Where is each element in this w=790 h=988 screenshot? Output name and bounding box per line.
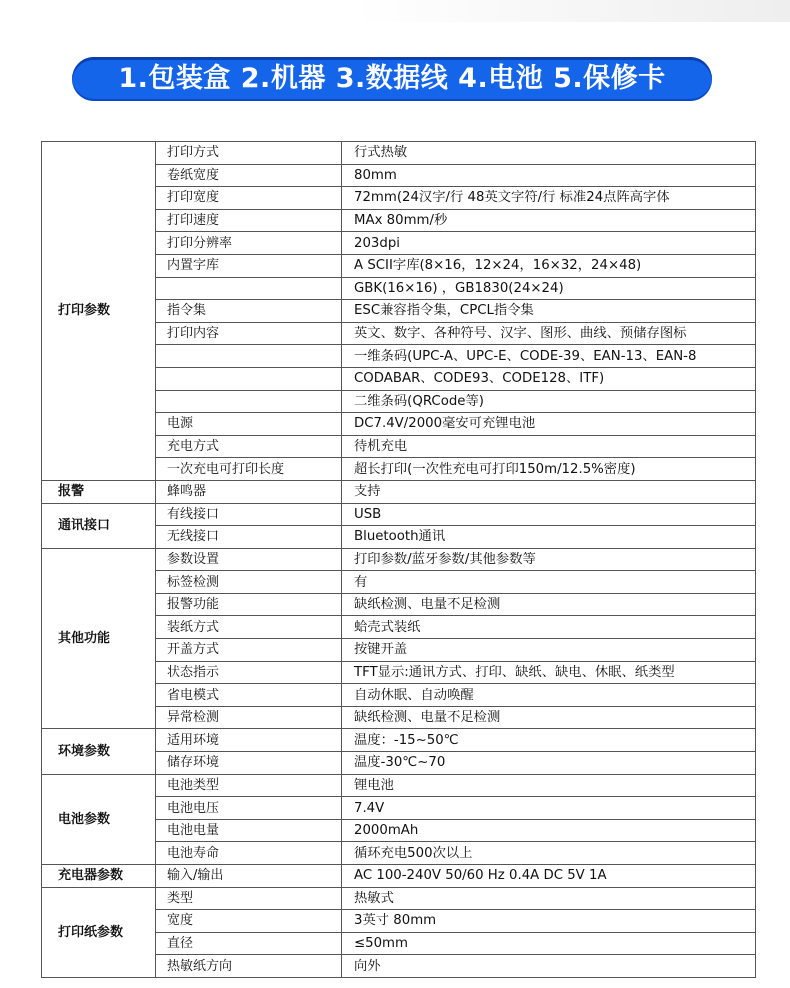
param-name: 有线接口 (156, 503, 342, 526)
param-value: 蛤壳式装纸 (342, 616, 756, 639)
param-value: GBK(16×16) ，GB1830(24×24) (342, 277, 756, 300)
param-value: 英文、数字、各种符号、汉字、图形、曲线、预储存图标 (342, 322, 756, 345)
param-value: 有 (342, 571, 756, 594)
group-label: 电池参数 (42, 774, 156, 864)
param-value: USB (342, 503, 756, 526)
param-value: ≤50mm (342, 932, 756, 955)
param-value: 超长打印(一次性充电可打印150m/12.5%密度) (342, 458, 756, 481)
param-value: 7.4V (342, 797, 756, 820)
param-value: 向外 (342, 955, 756, 978)
package-contents-banner: 1.包装盒 2.机器 3.数据线 4.电池 5.保修卡 (72, 57, 712, 101)
param-name: 打印方式 (156, 142, 342, 165)
param-value: CODABAR、CODE93、CODE128、ITF) (342, 367, 756, 390)
param-value: 一维条码(UPC-A、UPC-E、CODE-39、EAN-13、EAN-8 (342, 345, 756, 368)
param-name: 输入/输出 (156, 865, 342, 888)
param-value: 温度：-15~50℃ (342, 729, 756, 752)
param-value: 自动休眠、自动唤醒 (342, 684, 756, 707)
top-fade-bar (0, 0, 790, 22)
param-name: 电源 (156, 413, 342, 436)
param-name (156, 277, 342, 300)
param-name: 类型 (156, 887, 342, 910)
param-value: 72mm(24汉字/行 48英文字符/行 标准24点阵高字体 (342, 187, 756, 210)
table-row (42, 774, 756, 797)
spec-table (41, 141, 756, 978)
param-name: 电池电压 (156, 797, 342, 820)
param-name: 适用环境 (156, 729, 342, 752)
table-row (42, 729, 756, 752)
param-value: 缺纸检测、电量不足检测 (342, 593, 756, 616)
table-row (42, 865, 756, 888)
param-value: A SCII字库(8×16，12×24，16×32，24×48) (342, 254, 756, 277)
table-row (42, 480, 756, 503)
param-name: 内置字库 (156, 254, 342, 277)
param-name: 打印宽度 (156, 187, 342, 210)
param-name: 开盖方式 (156, 639, 342, 662)
param-name: 一次充电可打印长度 (156, 458, 342, 481)
param-name (156, 367, 342, 390)
param-value: 锂电池 (342, 774, 756, 797)
param-value: 行式热敏 (342, 142, 756, 165)
param-value: 按键开盖 (342, 639, 756, 662)
param-value: 热敏式 (342, 887, 756, 910)
param-value: DC7.4V/2000毫安可充锂电池 (342, 413, 756, 436)
param-name (156, 390, 342, 413)
param-value: 二维条码(QRCode等) (342, 390, 756, 413)
param-value: MAx 80mm/秒 (342, 209, 756, 232)
param-value: 80mm (342, 164, 756, 187)
param-name: 打印分辨率 (156, 232, 342, 255)
param-name: 打印内容 (156, 322, 342, 345)
param-name: 电池电量 (156, 819, 342, 842)
param-value: 支持 (342, 480, 756, 503)
param-name (156, 345, 342, 368)
param-value: 温度-30℃~70 (342, 752, 756, 775)
table-row (42, 548, 756, 571)
param-value: 循环充电500次以上 (342, 842, 756, 865)
param-name: 电池寿命 (156, 842, 342, 865)
group-label: 环境参数 (42, 729, 156, 774)
table-row (42, 142, 756, 165)
param-name: 打印速度 (156, 209, 342, 232)
group-label: 通讯接口 (42, 503, 156, 548)
param-name: 异常检测 (156, 706, 342, 729)
param-name: 直径 (156, 932, 342, 955)
param-name: 蜂鸣器 (156, 480, 342, 503)
group-label: 充电器参数 (42, 865, 156, 888)
param-name: 充电方式 (156, 435, 342, 458)
group-label: 打印参数 (42, 142, 156, 481)
param-name: 报警功能 (156, 593, 342, 616)
param-name: 状态指示 (156, 661, 342, 684)
group-label: 其他功能 (42, 548, 156, 729)
param-value: Bluetooth通讯 (342, 526, 756, 549)
param-value: 3英寸 80mm (342, 910, 756, 933)
table-row (42, 887, 756, 910)
param-value: 打印参数/蓝牙参数/其他参数等 (342, 548, 756, 571)
param-name: 宽度 (156, 910, 342, 933)
group-label: 打印纸参数 (42, 887, 156, 977)
param-name: 电池类型 (156, 774, 342, 797)
param-name: 无线接口 (156, 526, 342, 549)
param-name: 装纸方式 (156, 616, 342, 639)
param-value: AC 100-240V 50/60 Hz 0.4A DC 5V 1A (342, 865, 756, 888)
param-value: ESC兼容指令集，CPCL指令集 (342, 300, 756, 323)
param-name: 储存环境 (156, 752, 342, 775)
spec-table-body (42, 142, 756, 978)
param-value: 2000mAh (342, 819, 756, 842)
param-name: 参数设置 (156, 548, 342, 571)
param-name: 省电模式 (156, 684, 342, 707)
param-value: 待机充电 (342, 435, 756, 458)
param-name: 卷纸宽度 (156, 164, 342, 187)
param-value: TFT显示:通讯方式、打印、缺纸、缺电、休眠、纸类型 (342, 661, 756, 684)
param-value: 203dpi (342, 232, 756, 255)
param-name: 标签检测 (156, 571, 342, 594)
group-label: 报警 (42, 480, 156, 503)
param-name: 热敏纸方向 (156, 955, 342, 978)
table-row (42, 503, 756, 526)
param-name: 指令集 (156, 300, 342, 323)
param-value: 缺纸检测、电量不足检测 (342, 706, 756, 729)
